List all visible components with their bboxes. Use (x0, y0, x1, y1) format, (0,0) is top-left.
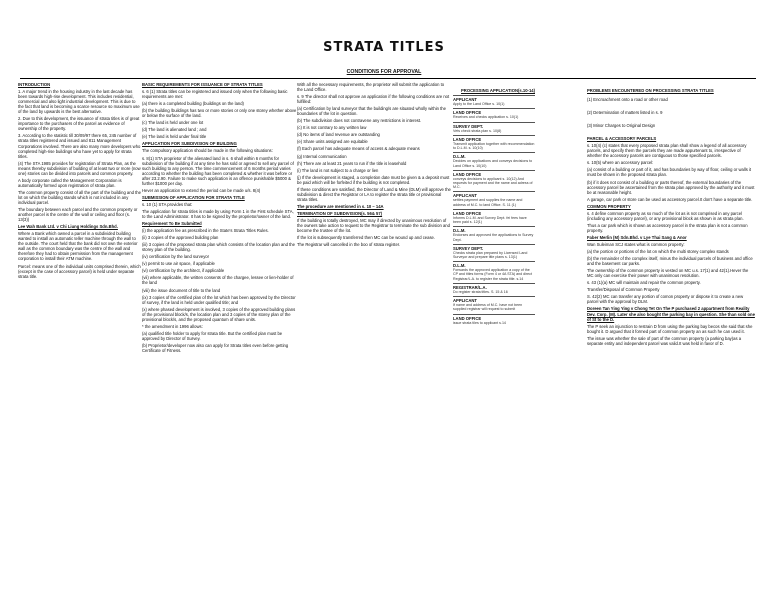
col1-paragraph: The boundary between each parcel and the common property or another parcel is the centre of the wall or ceiling and floor (s. 13(3)) (18, 207, 138, 223)
stage-description: Informs D.L.M. and Survey Dept. fei fees have been paid s. 12(1) (453, 215, 527, 225)
case-heading: Doreen Tan Ying Ying v Chong Tet On The P purchased 2 appartment from Reality Dev. Corp. (M). Later she also bought the parking bay in question. She than sold one of St to the D. (587, 306, 755, 322)
col1-paragraph: A body corporate called the Management Corporation is automatically formed upon registration of strata plan. (18, 177, 122, 188)
stage-description: Decides on applications and conveys decisions to Land Office s. 10(10) (453, 159, 533, 168)
col2-paragraph: (iii) 3 copies of the proposed strata plan which consists of the location plan and the storey plan of the building. (142, 242, 295, 253)
col3-paragraph: s. 9 The director shall not approve an application if the following conditions are not fulfilled: (297, 94, 450, 105)
common-paragraph: s. 43 (1)(a) MC will maintain and repair the common property. (587, 280, 701, 286)
stage-description: Do register strata titles. S. 15 & 16 (453, 289, 508, 294)
stage-description: Apply to the Land Office s. 10(1) (453, 102, 505, 107)
top-rule (20, 78, 756, 79)
col3-paragraph: If the building is totally destroyed, MC may if directed by unanimous resolution of the owners take action to request to the Registrar to terminate the sub division and become the trustee of the lot. (297, 217, 450, 234)
col2-paragraph: (vi) certification by the architect, if applicable (142, 268, 225, 274)
col3-paragraph: (j) If the development is staged, a completion date must be given & a deposit must be paid which will be forfeited if the building is not completed. (297, 174, 450, 185)
stage-title: APPLICANT (453, 193, 477, 199)
requirement-heading: Requirement To Be Submitted (142, 221, 202, 227)
col2-paragraph: (ii) 3 copies of the approved building plan (142, 235, 219, 241)
col3-paragraph: (b) The subdivision does not contravene any restrictions in interest. (297, 118, 422, 124)
page-title: STRATA TITLES (323, 40, 445, 55)
termination-heading: TERMINATION OF SUBDIVISION(s. 56& 57) (297, 210, 383, 216)
col3-paragraph: With all the necessary requirements, the proprietor will submit the application to the Land Office. (297, 82, 445, 93)
common-paragraph: Thus a car park which is shown as accessory parcel in the strata plan is not a common property. (587, 222, 748, 233)
process-stage (453, 95, 535, 106)
parcel-heading: PARCEL & ACCESSORY PARCELS (587, 136, 657, 142)
col3-paragraph: (c) It is not contrary to any written law (297, 125, 367, 131)
parcel-paragraph: (b) if it does not consist of a building or parts thereof, the external boundaries of the accessory parcel be ascertained from the strata plan approved by the authority and it must be at reasonable height. (587, 179, 755, 195)
process-stage (453, 209, 535, 224)
stage-description: If name and address of M.C. have not been supplied registrar will request to submit (453, 303, 523, 312)
stage-description: issue strata tiles to applicant s.14 (453, 320, 506, 325)
stage-title: LAND OFFICE (453, 110, 482, 116)
stage-title: D.L.M. (453, 154, 466, 160)
col2-paragraph: (v) permit to use air space, if applicable (142, 261, 215, 267)
col2-paragraph: s. 8(1) STA proprietor of the alienated land in s. 6 shall within 6 months for subdivision of the building if at any time he has sold or agreed to sell any parcel of such building to any person. The time commencement of 6 months period varies according to whether the building has been completed & whether it was before or after 23.2.90. Failure to make such application is an offence punishable $5000 & further $1000 per day. (142, 155, 294, 186)
col2-paragraph: (b) Proprietor/developer now also can apply for Strata titles even before getting Certificate of Fitness. (142, 342, 289, 353)
col2-paragraph: s. 10 (1) STA provides that: (142, 201, 193, 207)
stage-title: LAND OFFICE (453, 136, 482, 142)
col2-paragraph: (i) the application fee as prescribed in the State's Strata Titles Rules. (142, 228, 269, 234)
column-problems (587, 88, 755, 588)
process-stage (453, 244, 535, 259)
col3-paragraph: (h) There are at least 21 years to run if the title is leasehold (297, 160, 407, 166)
common-property-heading: COMMON PROPERTY (587, 203, 631, 209)
case-heading: Lee Wah Bank Ltd. v Chi Liung Holdings Sdn.Bhd. (18, 224, 118, 230)
process-stage (453, 191, 535, 206)
col2-paragraph: (b) the building /buildings has two or more stories or only one storey whether above or below the surface of the land. (142, 108, 297, 119)
col1-paragraph: (4) The STA 1985 provides for registration of Strata Plan, as the means thereby subdivision of building of at least two or more (now one) stories can be divided into parcels and common property. (18, 160, 141, 176)
col3-paragraph: (i) The land is not subject to a charge or lien (297, 167, 379, 173)
processing-flow (453, 88, 535, 588)
processing-heading: PROCESSING APPLICATION(s.10-14) (461, 88, 535, 93)
col1-paragraph: The common property consist of all the part of the building and the lot on which the building stands which is not included in any individual parcel. (18, 189, 141, 205)
stage-description: Checks strata plan prepared by Licensed Land Surveyor and prepare title plans s. 13(1) (453, 250, 528, 259)
parcel-paragraph: s. 10(5) where an accessory parcel: (587, 160, 654, 166)
col3-paragraph: (d) No items of land revenue are outstanding (297, 132, 380, 138)
col1-paragraph: Parcel: means one of the individual units comprised therein, which (except in the case of accessory parcel) is held under separate strata title. (18, 263, 141, 279)
col3-paragraph: (f) Each parcel has adequate means of access & adequate means (297, 146, 420, 152)
col2-paragraph: (e) The land is held under final title (142, 134, 207, 140)
stage-description: Transmit application together with recommendation to D.L.M. s. 10(10) (453, 141, 535, 151)
stage-title: SURVEY DEPT. (453, 245, 484, 251)
stage-description: Vets check strata plan s. 10(8) (453, 128, 502, 133)
stage-title: D.L.M. (453, 228, 466, 234)
col2-paragraph: Hever an application to extend the period can be made u/s. 8(4) (142, 187, 261, 193)
stage-list (453, 95, 535, 325)
common-paragraph: S. 42(2) MC can transfer any portion of comon property or dispose it to create a new parcel with the approval by DLM. (587, 294, 744, 305)
process-stage (453, 108, 535, 119)
stage-description: settles payment and supplies the name and address of M.C. to land Office. S. 11 (1) (453, 198, 523, 207)
col2-paragraph: s. 6 (1) Strata titles can be registered and issued only when the following basic requirements are met: (142, 89, 288, 100)
process-stage (453, 122, 535, 133)
col3-paragraph: (e) Share units assigned are equitable (297, 139, 368, 145)
common-paragraph: The ownership of the common property is vested on MC u.s. 17(1) and 42(1).Hever the MC only can exercise their power with unanimous resolution. (587, 268, 749, 279)
col1-paragraph: 2. Due to this development, the issuance of strata titles is of great importance to the purchasers of the parcel as evidence of ownership of the property. (18, 116, 140, 132)
col3-paragraph: (g) Internal communication (297, 153, 347, 159)
conditions-heading: CONDITIONS FOR APPROVAL (346, 69, 422, 75)
stage-description: conveys decisions to applicant s. 10(12) And requests for payment and the name and adress of M.C. (453, 176, 533, 190)
procedure-note: The procedure are mentioned in s. 10 – 14A (297, 203, 384, 209)
col2-paragraph: (vii) where applicable, the written consents of the chargee, lessee or lien-holder of the land (142, 275, 294, 286)
case-heading: Faber Merlin (M) Sdn.Bhd. v Lye Thai Sang & Anor (587, 234, 687, 240)
col2-paragraph: (a) there is a completed building (buildings on the land) (142, 101, 244, 107)
process-stage (453, 261, 535, 281)
stage-description: Forwards the approved application a copy of the CP and titles forms (Form 4 or 4A STA) and direct Registrar/L.A. to register the strata title. s.14 (453, 268, 532, 281)
parcel-paragraph: A garage, car park or store can be used as accessory parcel.It don't have a separate title. (587, 196, 753, 202)
col1-paragraph: Where a Bank which owned a parcel in a subdivided building wanted to install an automatic teller machine through the wall to the outside. The court held that the bank did not own the exterior wall as the common boundary was the centre of the wall and therefore they had to obtain permission from the management corporation to install their ATM machine. (18, 231, 138, 262)
process-stage (453, 226, 535, 241)
column-conditions (297, 82, 451, 582)
process-stage (453, 135, 535, 150)
column-basic-requirements (142, 82, 297, 582)
col2-paragraph: (d) The land is alienated land ; and (142, 127, 207, 133)
problem-item: (1) Encroachment onto a road or other road (587, 97, 668, 103)
problem-item: (2) Determination of matters listed in s. 9 (587, 110, 663, 116)
basic-requirements-heading: BASIC REQUIREMENTS FOR ISSUANCE OF STRATA TITLES (142, 82, 263, 87)
col3-paragraph: If the lot is subsequently transferred then MC can be wound up and cease. (297, 235, 436, 241)
col2-paragraph: The application for strata titles is made by using Form 1 in the First schedule STA, to the Land Administrator. It has to be signed by the proprietor/owner of the land. (142, 208, 294, 219)
col2-paragraph: (x) where phased development is involved, 3 copies of the approved building plans of the provisional block/s, the location plan and 3 copies of the storey plan of the provisional block/s, and the proposed quantum of share units. (142, 306, 296, 322)
common-paragraph: The issue was whether the sale of part of the common property (a parking bay)as a separate entity and independent parcel was valid.It was held in favor of D. (587, 335, 742, 346)
problems-heading: PROBLEMS ENCOUNTERED ON PROCESSING STRATA TITLES (587, 88, 714, 93)
col2-paragraph: (iv) certification by the land surveyor (142, 254, 210, 260)
stage-title: LAND OFFICE (453, 171, 482, 177)
stage-title: D.L.M. (453, 263, 466, 269)
stage-description: Endorses and approved the applications to Survey Dept. (453, 233, 534, 242)
process-stage (453, 296, 535, 311)
process-stage (453, 152, 535, 167)
column-introduction (18, 82, 142, 582)
col2-paragraph: The compulsory application should be made in the following situations: (142, 148, 273, 154)
process-stage (453, 170, 535, 190)
process-stage (453, 283, 535, 294)
col2-paragraph: (a) qualified title holder to apply for strata title. But the certified plan must be approved by Director of Survey. (142, 330, 283, 341)
common-paragraph: s. 4 define common property as so much of the lot as is not comprised in any parcel (including any accessory parcel), or any provisional block as shown in as strata plan. (587, 210, 744, 221)
submission-heading: SUBMISSION OF APPLICATION FOR STRATA TITLE (142, 194, 245, 200)
common-paragraph: (b) the remainder of the complex itself, minus the individual parcels of business and office and the basement car parks. (587, 256, 753, 267)
common-paragraph: Transfer/Disposal of Common Property (587, 287, 660, 293)
problem-item: (3) Minor Charges to Original Design (587, 123, 656, 129)
col1-paragraph: 1. A major trend in the housing industry in the last decade has been towards high-rise development. This includes residential, commercial and also light industrial development. This is due to the fact that land is becoming a scarce resource so maximum use of the land by upwards is the best alternative. (18, 89, 140, 115)
common-paragraph: The P seek an injunction to restrain D from using the parking bay becos she said that she bought it. D argued that it formed part of common property an as such he can used it. (587, 323, 753, 334)
process-stage (453, 314, 535, 325)
stage-title: APPLICANT (453, 97, 477, 103)
stage-title: LAND OFFICE (453, 315, 482, 321)
stage-title: APPLICANT (453, 298, 477, 304)
stage-description: Receives and checks application s. 10(1) (453, 115, 519, 120)
common-paragraph: (a) the portion or portions of the lot on which the multi storey complex stands (587, 249, 729, 255)
col2-paragraph: (ix) 3 copies of the certified plan of the lot which has been approved by the Director of survey, if the land is held under qualified title; and (142, 294, 296, 305)
common-paragraph: Wan Suleiman SCJ states what is common property: (587, 241, 685, 247)
col2-paragraph: (viii) the issue document of title to the land (142, 287, 221, 293)
col2-paragraph: (c) The land is held under one lot (142, 120, 204, 126)
introduction-heading: INTRODUCTION (18, 82, 51, 87)
stage-title: SURVEY DEPT. (453, 123, 484, 129)
col3-paragraph: (a) Certification by land surveyor that the building/s are situated wholly within the boundaries of the lot in question. (297, 106, 446, 117)
col3-paragraph: The Registrar will cancelled in the boo of strata register. (297, 242, 401, 248)
col2-paragraph: * the amendment in 1996 allows: (142, 323, 203, 329)
stage-title: REGISTRAR/L.A. (453, 284, 487, 290)
stage-title: LAND OFFICE (453, 210, 482, 216)
subdivision-heading: APPLICATION FOR SUBDIVISION OF BUILDING (142, 141, 237, 147)
parcel-paragraph: s. 10(4) (c) states that every proposed strata plan shall show a legend of all accessory parcels, and specify them the parcels they are made appurtenant to, irrespective of whether the accessory parcels are contiguous to those specified parcels. (587, 143, 747, 159)
col1-paragraph: 3. According to the statistic till 30/09/97 there 65, 245 number of strata titles registered and issued and 811 Management Corporations involved. There are also many more developers who completed high-rise buildings who have yet to apply for strata titles. (18, 133, 141, 159)
parcel-paragraph: (a) consist of a building or part of it, and has boundaries by way of floor, ceiling or walls it must be shown in the proposed strata plan. (587, 167, 752, 178)
col3-paragraph: If these conditions are satisfied, the Director of Land & Mine (DLM) will approve the subdivision & direct the Registrar or LA to register the strata title or provisional strata titles. (297, 186, 451, 202)
